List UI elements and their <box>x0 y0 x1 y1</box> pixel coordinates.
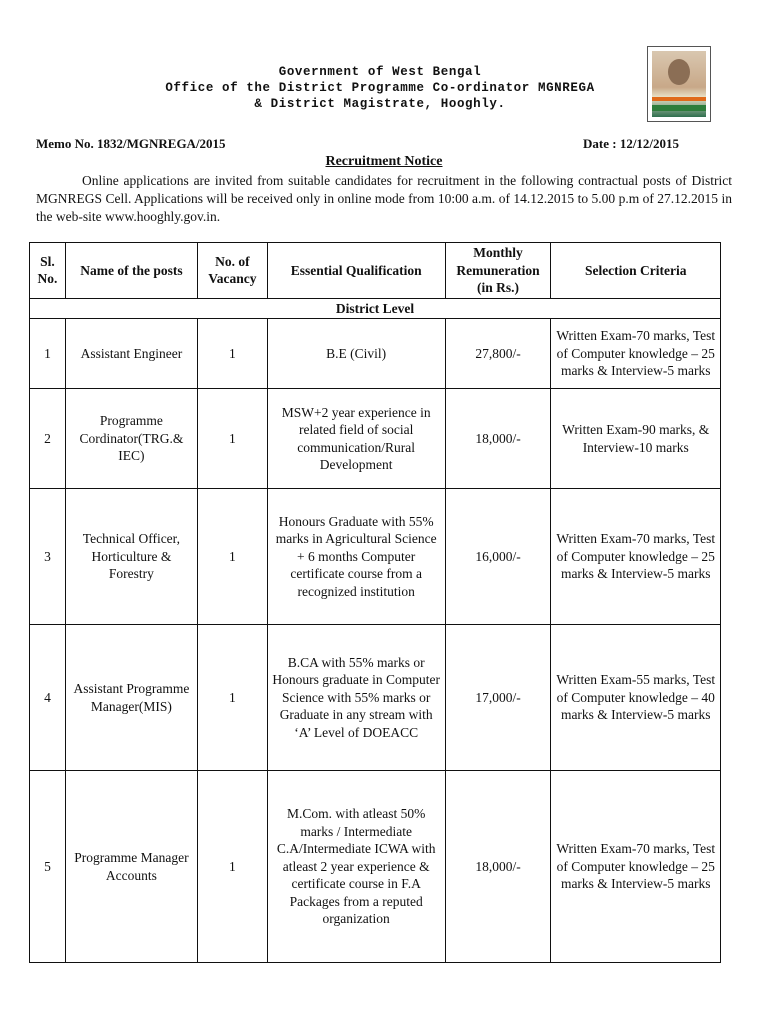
cell-vacancy: 1 <box>197 389 267 489</box>
cell-sl: 5 <box>30 771 66 963</box>
header-line-3: & District Magistrate, Hooghly. <box>254 97 506 111</box>
memo-number: Memo No. 1832/MGNREGA/2015 <box>36 136 226 151</box>
cell-criteria: Written Exam-70 marks, Test of Computer knowledge – 25 marks & Interview-5 marks <box>551 489 721 625</box>
cell-post: Programme Manager Accounts <box>65 771 197 963</box>
cell-sl: 4 <box>30 625 66 771</box>
col-header-post: Name of the posts <box>65 243 197 299</box>
col-header-criteria: Selection Criteria <box>551 243 721 299</box>
col-header-vacancy: No. of Vacancy <box>197 243 267 299</box>
cell-criteria: Written Exam-70 marks, Test of Computer knowledge – 25 marks & Interview-5 marks <box>551 771 721 963</box>
cell-sl: 1 <box>30 319 66 389</box>
col-header-remuneration: Monthly Remuneration (in Rs.) <box>445 243 551 299</box>
recruitment-table <box>29 242 721 963</box>
intro-paragraph: Online applications are invited from suitable candidates for recruitment in the following contractual posts of District MGNREGS Cell. Applications will be received only in online mode from 10:00 a.m. of 14.12.2015 to 5.00 p.m of 27.12.2015 in the web-site www.hooghly.gov.in. <box>36 173 732 224</box>
cell-remuneration: 27,800/- <box>445 319 551 389</box>
table-row <box>30 625 721 771</box>
table-row <box>30 489 721 625</box>
cell-post: Programme Cordinator(TRG.& IEC) <box>65 389 197 489</box>
cell-sl: 3 <box>30 489 66 625</box>
cell-vacancy: 1 <box>197 771 267 963</box>
cell-remuneration: 18,000/- <box>445 389 551 489</box>
table-row <box>30 319 721 389</box>
cell-vacancy: 1 <box>197 319 267 389</box>
header-line-1: Government of West Bengal <box>278 65 482 79</box>
government-emblem-icon <box>647 46 711 122</box>
cell-post: Technical Officer, Horticulture & Forestry <box>65 489 197 625</box>
col-header-sl: Sl. No. <box>30 243 66 299</box>
table-row <box>30 389 721 489</box>
cell-qualification: B.CA with 55% marks or Honours graduate in Computer Science with 55% marks or Graduate in any stream with ‘A’ Level of DOEACC <box>267 625 445 771</box>
table-header-row <box>30 243 721 299</box>
cell-qualification: M.Com. with atleast 50% marks / Intermediate C.A/Intermediate ICWA with atleast 2 year experience & certificate course in F.A Packages from a reputed organization <box>267 771 445 963</box>
notice-date: Date : 12/12/2015 <box>583 136 680 151</box>
cell-remuneration: 17,000/- <box>445 625 551 771</box>
cell-criteria: Written Exam-55 marks, Test of Computer knowledge – 40 marks & Interview-5 marks <box>551 625 721 771</box>
cell-vacancy: 1 <box>197 489 267 625</box>
table-row <box>30 771 721 963</box>
level-row <box>30 298 721 319</box>
cell-post: Assistant Engineer <box>65 319 197 389</box>
col-header-qualification: Essential Qualification <box>267 243 445 299</box>
notice-title: Recruitment Notice <box>325 154 443 169</box>
cell-remuneration: 18,000/- <box>445 771 551 963</box>
cell-post: Assistant Programme Manager(MIS) <box>65 625 197 771</box>
cell-vacancy: 1 <box>197 625 267 771</box>
cell-criteria: Written Exam-90 marks, & Interview-10 marks <box>551 389 721 489</box>
cell-qualification: B.E (Civil) <box>267 319 445 389</box>
header-line-2: Office of the District Programme Co-ordinator MGNREGA <box>165 81 595 95</box>
level-label: District Level <box>30 298 721 319</box>
cell-sl: 2 <box>30 389 66 489</box>
office-header <box>150 64 610 112</box>
cell-criteria: Written Exam-70 marks, Test of Computer knowledge – 25 marks & Interview-5 marks <box>551 319 721 389</box>
cell-qualification: Honours Graduate with 55% marks in Agricultural Science + 6 months Computer certificate course from a recognized institution <box>267 489 445 625</box>
cell-remuneration: 16,000/- <box>445 489 551 625</box>
cell-qualification: MSW+2 year experience in related field of social communication/Rural Development <box>267 389 445 489</box>
